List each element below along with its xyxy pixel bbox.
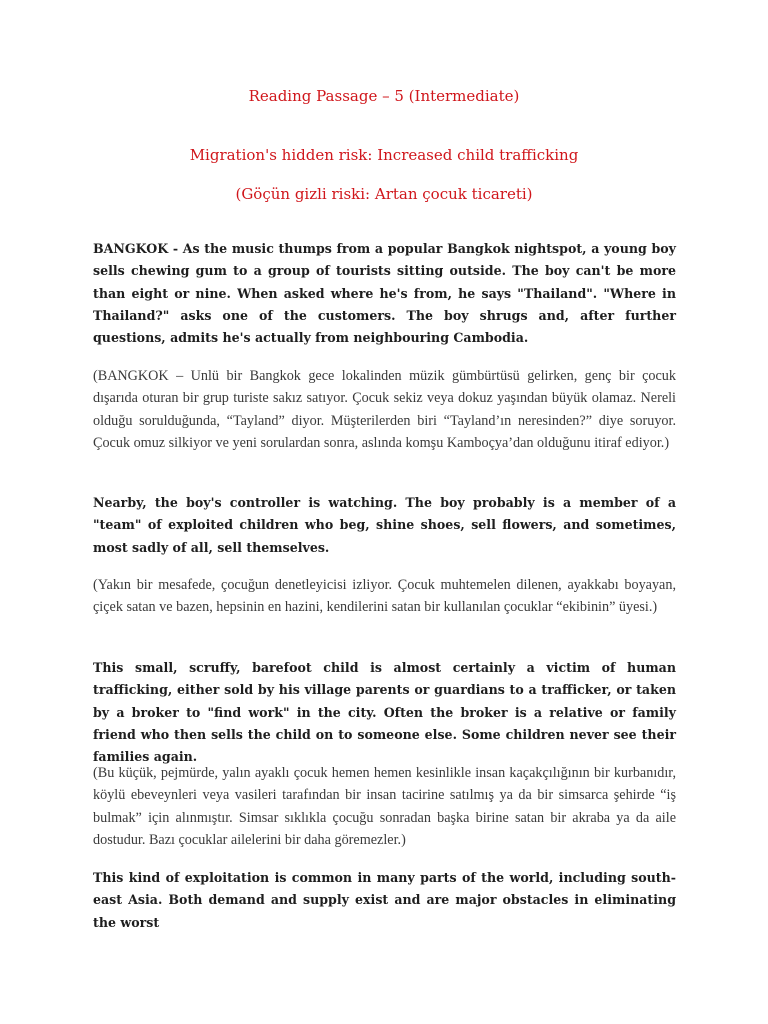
passage-title: Reading Passage – 5 (Intermediate)	[248, 87, 520, 105]
paragraph-english-4: This kind of exploitation is common in many parts of the world, including south-east Asia. Both demand and supply exist and are major obstacles in eliminating the worst	[93, 870, 676, 930]
paragraph-english-2: Nearby, the boy's controller is watching. The boy probably is a member of a "team" of exploited children who beg, shine shoes, sell flowers, and sometimes, most sadly of all, sell themselves.	[93, 495, 676, 555]
article-title-turkish: (Göçün gizli riski: Artan çocuk ticareti)	[235, 185, 533, 203]
paragraph-english-3: This small, scruffy, barefoot child is almost certainly a victim of human trafficking, either sold by his village parents or guardians to a trafficker, or taken by a broker to "find work" in the city. Often the broker is a relative or family friend who then sells the child on to someone else. Some children never see their families again.	[93, 660, 676, 765]
paragraph-turkish-1: (BANGKOK – Unlü bir Bangkok gece lokalinden müzik gümbürtüsü gelirken, genç bir çocuk dışarıda oturan bir grup turiste sakız satıyor. Çocuk sekiz veya dokuz yaşından büyük olamaz. Nereli olduğu sorulduğunda, “Tayland” diyor. Müşterilerden biri “Tayland’ın neresinden?” diye soruyor. Çocuk omuz silkiyor ve yeni sorulardan sonra, aslında komşu Kamboçya’dan olduğunu itiraf ediyor.)	[93, 368, 676, 452]
paragraph-turkish-2: (Yakın bir mesafede, çocuğun denetleyicisi izliyor. Çocuk muhtemelen dilenen, ayakkabı boyayan, çiçek satan ve bazen, hepsinin en hazini, kendilerini satan bir kullanılan çocuklar “ekibinin” üyesi.)	[93, 577, 676, 616]
article-title-english: Migration's hidden risk: Increased child trafficking	[189, 146, 579, 164]
paragraph-english-1: BANGKOK - As the music thumps from a popular Bangkok nightspot, a young boy sells chewing gum to a group of tourists sitting outside. The boy can't be more than eight or nine. When asked where he's from, he says "Thailand". "Where in Thailand?" asks one of the customers. The boy shrugs and, after further questions, admits he's actually from neighbouring Cambodia.	[93, 241, 676, 346]
paragraph-turkish-3: (Bu küçük, pejmürde, yalın ayaklı çocuk hemen hemen kesinlikle insan kaçakçılığının bir kurbanıdır, köylü ebeveynleri veya vasileri tarafından bir insan tacirine satılmış ya da bir simsarca şehirde “iş bulmak” için alınmıştır. Simsar sıklıkla çocuğu sonradan başka birine satan bir akraba ya da aile dostudur. Bazı çocuklar ailelerini bir daha göremezler.)	[93, 765, 676, 849]
